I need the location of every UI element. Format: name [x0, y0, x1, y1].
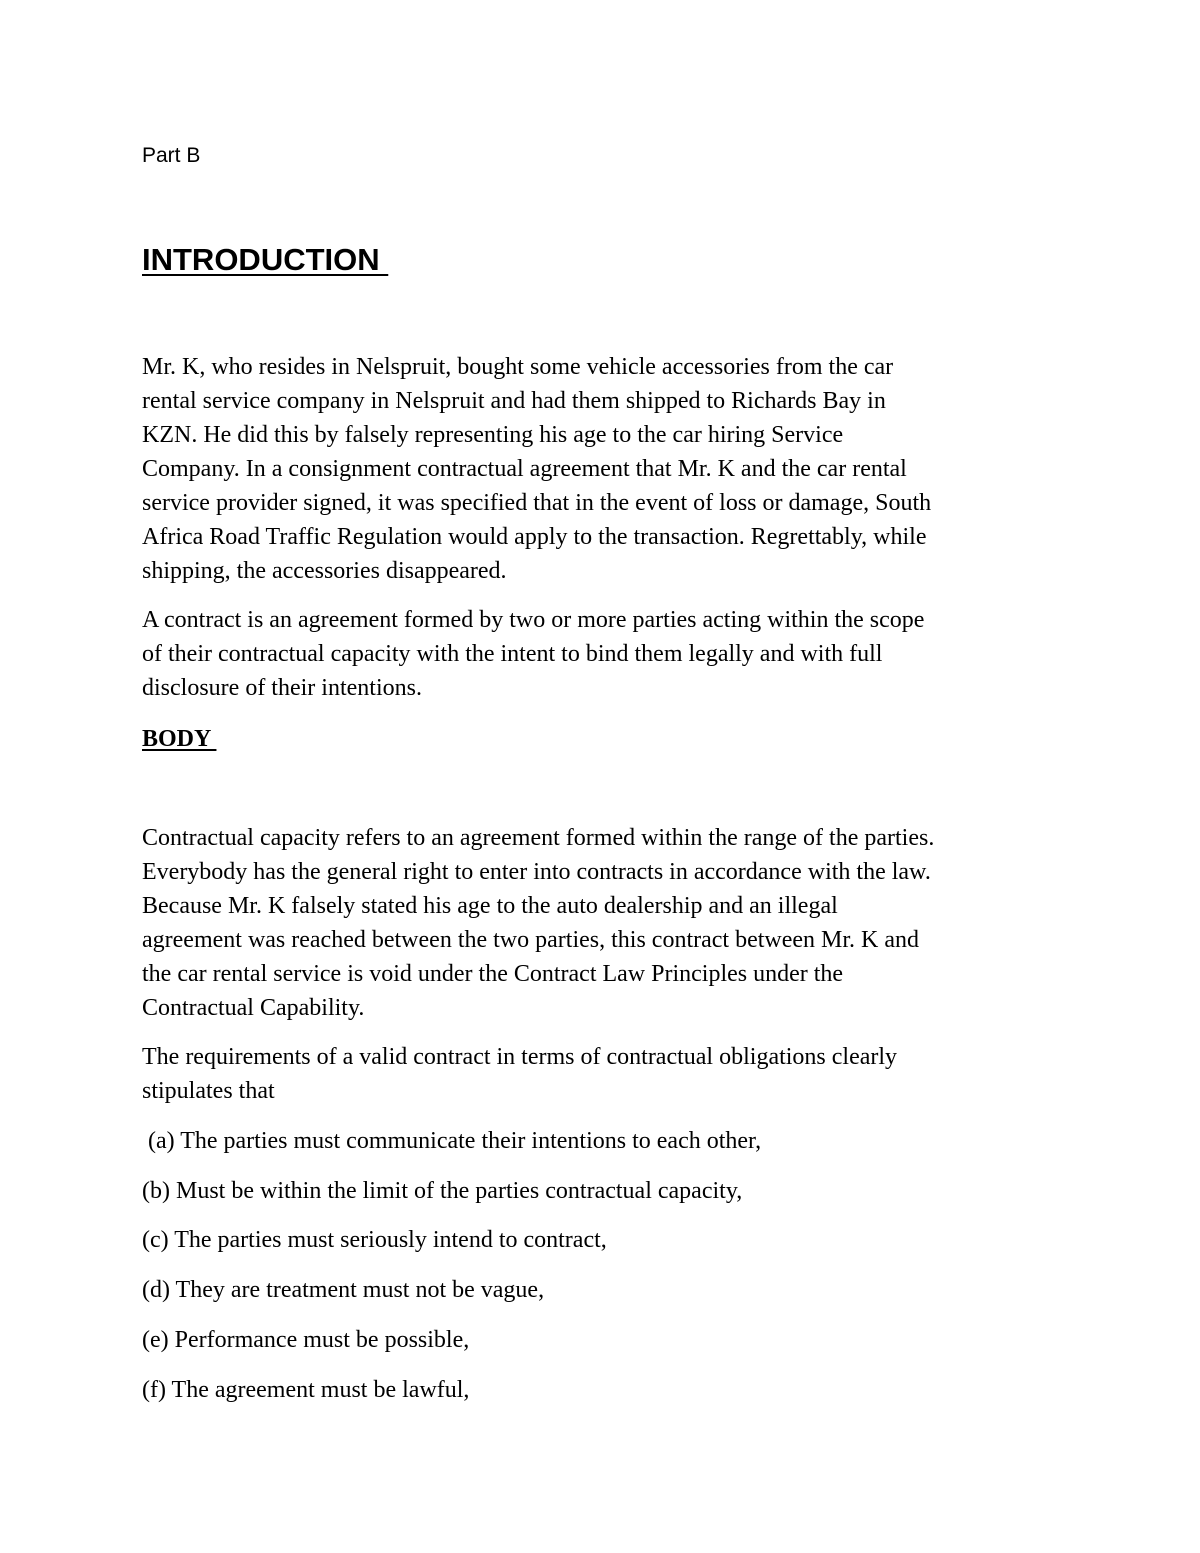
text-line: Because Mr. K falsely stated his age to the auto dealership and an illegal	[142, 893, 838, 919]
text-line: Africa Road Traffic Regulation would apply to the transaction. Regrettably, while	[142, 524, 927, 550]
requirement-item-f: (f) The agreement must be lawful,	[142, 1377, 470, 1403]
requirement-item-e: (e) Performance must be possible,	[142, 1327, 470, 1353]
introduction-paragraph-2	[142, 603, 924, 705]
text-line: the car rental service is void under the Contract Law Principles under the	[142, 961, 844, 987]
text-line: service provider signed, it was specified that in the event of loss or damage, South	[142, 490, 932, 516]
text-line: The requirements of a valid contract in terms of contractual obligations clearly	[142, 1044, 898, 1070]
text-line: of their contractual capacity with the intent to bind them legally and with full	[142, 641, 883, 667]
body-paragraph-2	[142, 1040, 897, 1108]
text-line: Contractual Capability.	[142, 995, 365, 1021]
requirement-item-d: (d) They are treatment must not be vague,	[142, 1277, 545, 1303]
body-heading: BODY	[142, 726, 217, 752]
requirement-item-c: (c) The parties must seriously intend to contract,	[142, 1227, 607, 1253]
text-line: Company. In a consignment contractual agreement that Mr. K and the car rental	[142, 456, 907, 482]
text-line: disclosure of their intentions.	[142, 675, 422, 701]
text-line: Everybody has the general right to enter into contracts in accordance with the law.	[142, 859, 931, 885]
text-line: A contract is an agreement formed by two or more parties acting within the scope	[142, 607, 925, 633]
text-line: rental service company in Nelspruit and had them shipped to Richards Bay in	[142, 388, 886, 414]
text-line: agreement was reached between the two parties, this contract between Mr. K and	[142, 927, 920, 953]
introduction-paragraph-1	[142, 350, 931, 588]
text-line: Contractual capacity refers to an agreement formed within the range of the parties.	[142, 825, 935, 851]
part-label: Part B	[142, 144, 201, 167]
text-line: shipping, the accessories disappeared.	[142, 558, 507, 584]
introduction-heading: INTRODUCTION	[142, 242, 389, 277]
text-line: Mr. K, who resides in Nelspruit, bought some vehicle accessories from the car	[142, 354, 894, 380]
text-line: KZN. He did this by falsely representing his age to the car hiring Service	[142, 422, 844, 448]
body-paragraph-1	[142, 821, 934, 1025]
requirement-item-a: (a) The parties must communicate their intentions to each other,	[142, 1128, 762, 1154]
requirement-item-b: (b) Must be within the limit of the parties contractual capacity,	[142, 1178, 743, 1204]
text-line: stipulates that	[142, 1078, 275, 1104]
